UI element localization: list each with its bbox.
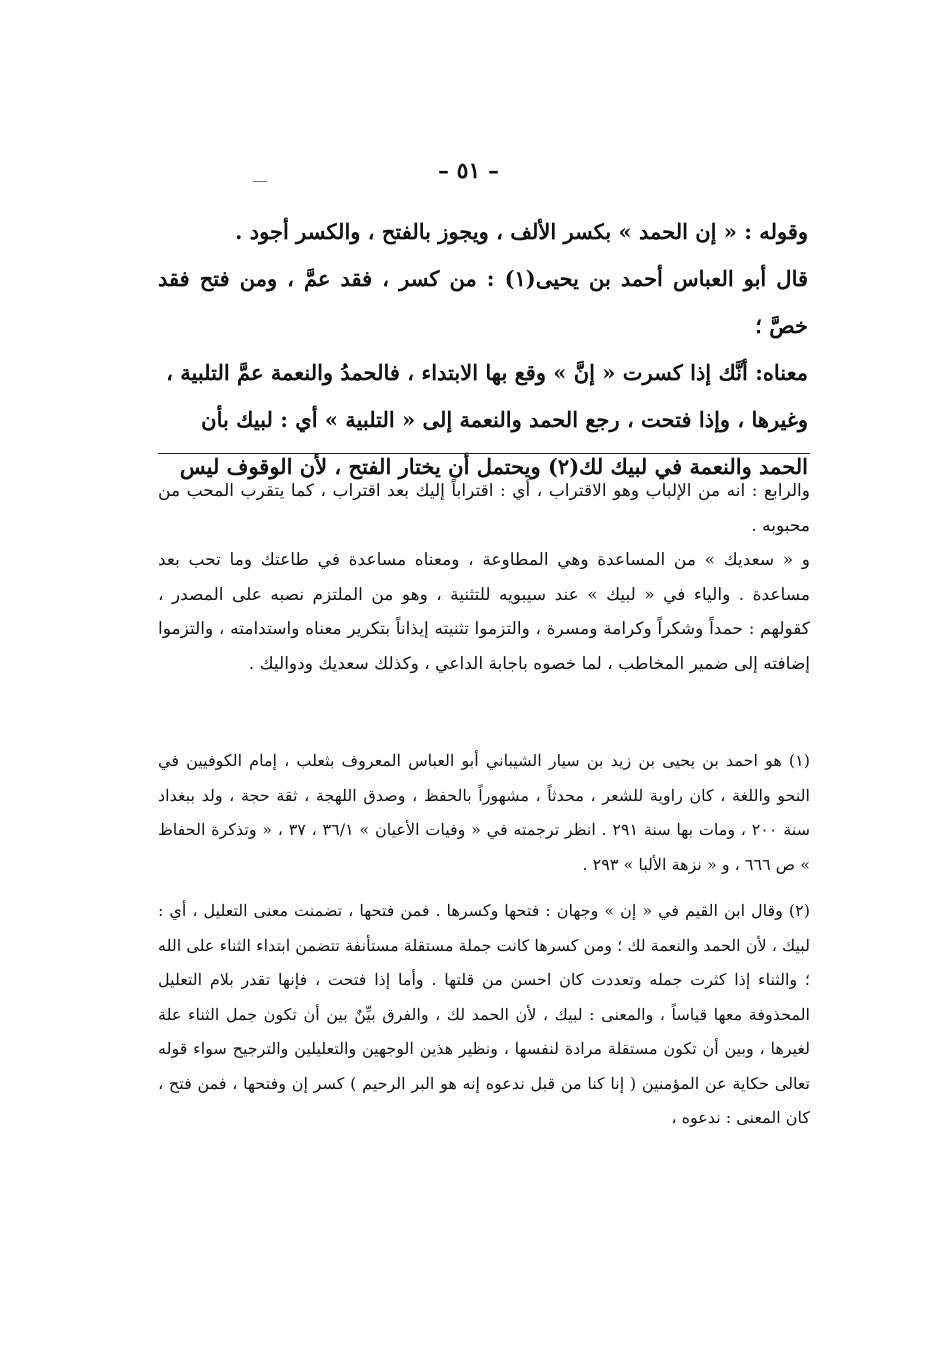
- main-line: وغيرها ، وإذا فتحت ، رجع الحمد والنعمة إلى « التلبية » أي : لبيك بأن: [201, 407, 808, 432]
- commentary-paragraph: و « سعديك » من المساعدة وهي المطاوعة ، ومعناه مساعدة في طاعتك وما تحب بعد مساعدة . والياء في « لبيك » عند سيبويه للتثنية ، وهو من الملتزم نصبه على المصدر ، كقولهم : حمداً وشكراً وكرامة ومسرة ، والتزموا تثنيته إيذاناً بتكرير معناه واستدامته ، والتزموا إضافته إلى ضمير المخاطب ، لما خصوه باجابة الداعي ، وكذلك سعديك ودواليك .: [158, 550, 810, 674]
- footnote-divider: [158, 453, 810, 454]
- main-text: [158, 208, 808, 490]
- commentary: [158, 474, 810, 681]
- main-line: معناه: أنَّك إذا كسرت « إنَّ » وقع بها الابتداء ، فالحمدُ والنعمة عمَّ التلبية ،: [166, 360, 808, 385]
- commentary-paragraph: والرابع : انه من الإلباب وهو الاقتراب ، أي : اقتراباً إليك بعد اقتراب ، كما يتقرب المحب من محبوبه .: [158, 481, 810, 536]
- footnotes: [158, 744, 810, 1136]
- main-line: الحمد والنعمة في لبيك لك(٢) ويحتمل أن يختار الفتح ، لأن الوقوف ليس: [179, 454, 808, 479]
- page-number: – ٥١ –: [438, 158, 499, 184]
- footnote: (٢) وقال ابن القيم في « إن » وجهان : فتحها وكسرها . فمن فتحها ، تضمنت معنى التعليل ، أي : لبيك ، لأن الحمد والنعمة لك ؛ ومن كسرها كانت جملة مستقلة مستأنفة تتضمن ابتداء الثناء على الله ؛ والثناء إذا كثرت جمله وتعددت كان احسن من قلتها . وأما إذا فتحت ، فإنها تقدر بلام التعليل المحذوفة معها قياساً ، والمعنى : لبيك ، لأن الحمد لك ، والفرق بيِّنٌ بين أن تكون جمل الثناء علة لغيرها ، وبين أن تكون مستقلة مرادة لنفسها ، ونظير هذين الوجهين والتعليلين والترجيح سواء قوله تعالى حكاية عن المؤمنين ( إنا كنا من قبل ندعوه إنه هو البر الرحيم ) كسر إن وفتحها ، فمن فتح ، كان المعنى : ندعوه ،: [158, 901, 811, 1127]
- main-line: قال أبو العباس أحمد بن يحيى(١) : من كسر ، فقد عمَّ ، ومن فتح فقد خصَّ ؛: [158, 266, 809, 338]
- footnote: (١) هو احمد بن يحيى بن زيد بن سيار الشيباني أبو العباس المعروف بثعلب ، إمام الكوفيين في النحو واللغة ، كان راوية للشعر ، محدثاً ، مشهوراً بالحفظ ، وصدق اللهجة ، ثقة حجة ، ولد ببغداد سنة ٢٠٠ ، ومات بها سنة ٢٩١ . انظر ترجمته في « وفيات الأعيان » ٣٦/١ ، ٣٧ ، « وتذكرة الحفاظ » ص ٦٦٦ ، و « نزهة الألبا » ٢٩٣ .: [158, 751, 811, 874]
- main-line: وقوله : « إن الحمد » بكسر الألف ، ويجوز بالفتح ، والكسر أجود .: [235, 219, 808, 244]
